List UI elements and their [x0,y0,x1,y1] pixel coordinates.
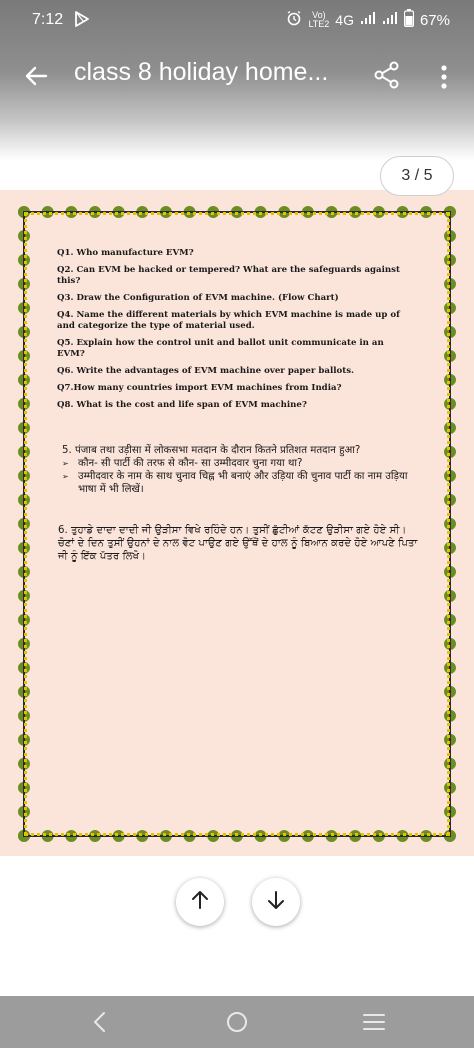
system-nav-bar [0,996,474,1048]
play-store-icon [74,10,90,32]
next-page-button[interactable] [252,878,300,926]
punjabi-question: 6. ਤੁਹਾਡੇ ਦਾਦਾ ਦਾਦੀ ਜੀ ਉੜੀਸਾ ਵਿਖੇ ਰਹਿੰਦੇ ਹਨ। ਤੁਸੀਂ ਛੁੱਟੀਆਂ ਕੱਟਣ ਉੜੀਸਾ ਗਏ ਹੋਏ ਸੀ। ਚੋਣਾਂ ਦੇ ਦਿਨ ਤੁਸੀਂ ਉਹਨਾਂ ਦੇ ਨਾਲ ਵੋਟ ਪਾਉਣ ਗਏ ਉੱਥੋਂ ਦੇ ਹਾਲ ਨੂੰ ਬਿਆਨ ਕਰਦੇ ਹੋਏ ਆਪਣੇ ਪਿਤਾ ਜੀ ਨੂੰ ਇੱਕ ਪੱਤਰ ਲਿਖੋ। [58,525,418,562]
question-item: Q3. Draw the Configuration of EVM machine. (Flow Chart) [57,293,339,303]
question-item: Q4. Name the different materials by which EVM machine is made up of and categorize the type of material used. [57,310,400,331]
app-bar [0,48,474,104]
share-icon[interactable] [372,60,402,90]
status-indicators [286,9,450,31]
hindi-subpoint-text: ➢ उम्मीदवार के नाम के साथ चुनाव चिह्न भी बनाएं और उड़िया की चुनाव पार्टी का नाम उड़िया भाषा में भी लिखें। [78,471,408,495]
more-vert-icon[interactable] [432,62,456,92]
hindi-question-block [62,444,414,496]
menu-lines-icon[interactable] [360,1008,388,1036]
network-type: 4G [335,12,354,28]
page-counter: 3 / 5 [380,156,454,196]
previous-page-button[interactable] [176,878,224,926]
question-item: Q5. Explain how the control unit and ballot unit communicate in an EVM? [57,338,384,359]
battery-percent: 67% [419,11,450,29]
question-item: Q1. Who manufacture EVM? [57,248,194,258]
status-time: 7:12 [32,11,64,28]
question-item: Q6. Write the advantages of EVM machine over paper ballots. [57,366,355,376]
network-top-label: Vo) [312,10,326,20]
chevron-left-icon[interactable] [86,1008,114,1036]
hindi-question: 5. पंजाब तथा उड़ीसा में लोकसभा मतदान के दौरान कितने प्रतिशत मतदान हुआ? [62,445,361,456]
signal-icon [360,11,376,29]
page-title: class 8 holiday home... [74,58,329,86]
signal-icon-2 [382,11,398,29]
network-bottom-label: LTE2 [308,19,330,29]
arrow-down-icon [265,889,287,915]
status-bar [0,0,474,40]
circle-icon[interactable] [223,1008,251,1036]
question-item: Q2. Can EVM be hacked or tempered? What are the safeguards against this? [57,265,400,286]
arrow-up-icon [189,889,211,915]
alarm-icon [286,10,302,30]
network-label [308,11,329,29]
document-page [0,190,474,856]
question-item: Q7.How many countries import EVM machines from India? [57,383,342,393]
hindi-subpoint-text: ➢ कौन- सी पार्टी की तरफ से कौन- सा उम्मीदवार चुना गया था? [78,458,303,469]
hindi-subpoint [62,470,414,496]
battery-icon [404,9,414,31]
arrow-left-icon[interactable] [22,62,50,90]
question-item: Q8. What is the cost and life span of EVM machine? [57,400,307,410]
hindi-subpoint [62,457,414,470]
question-list [57,248,407,417]
